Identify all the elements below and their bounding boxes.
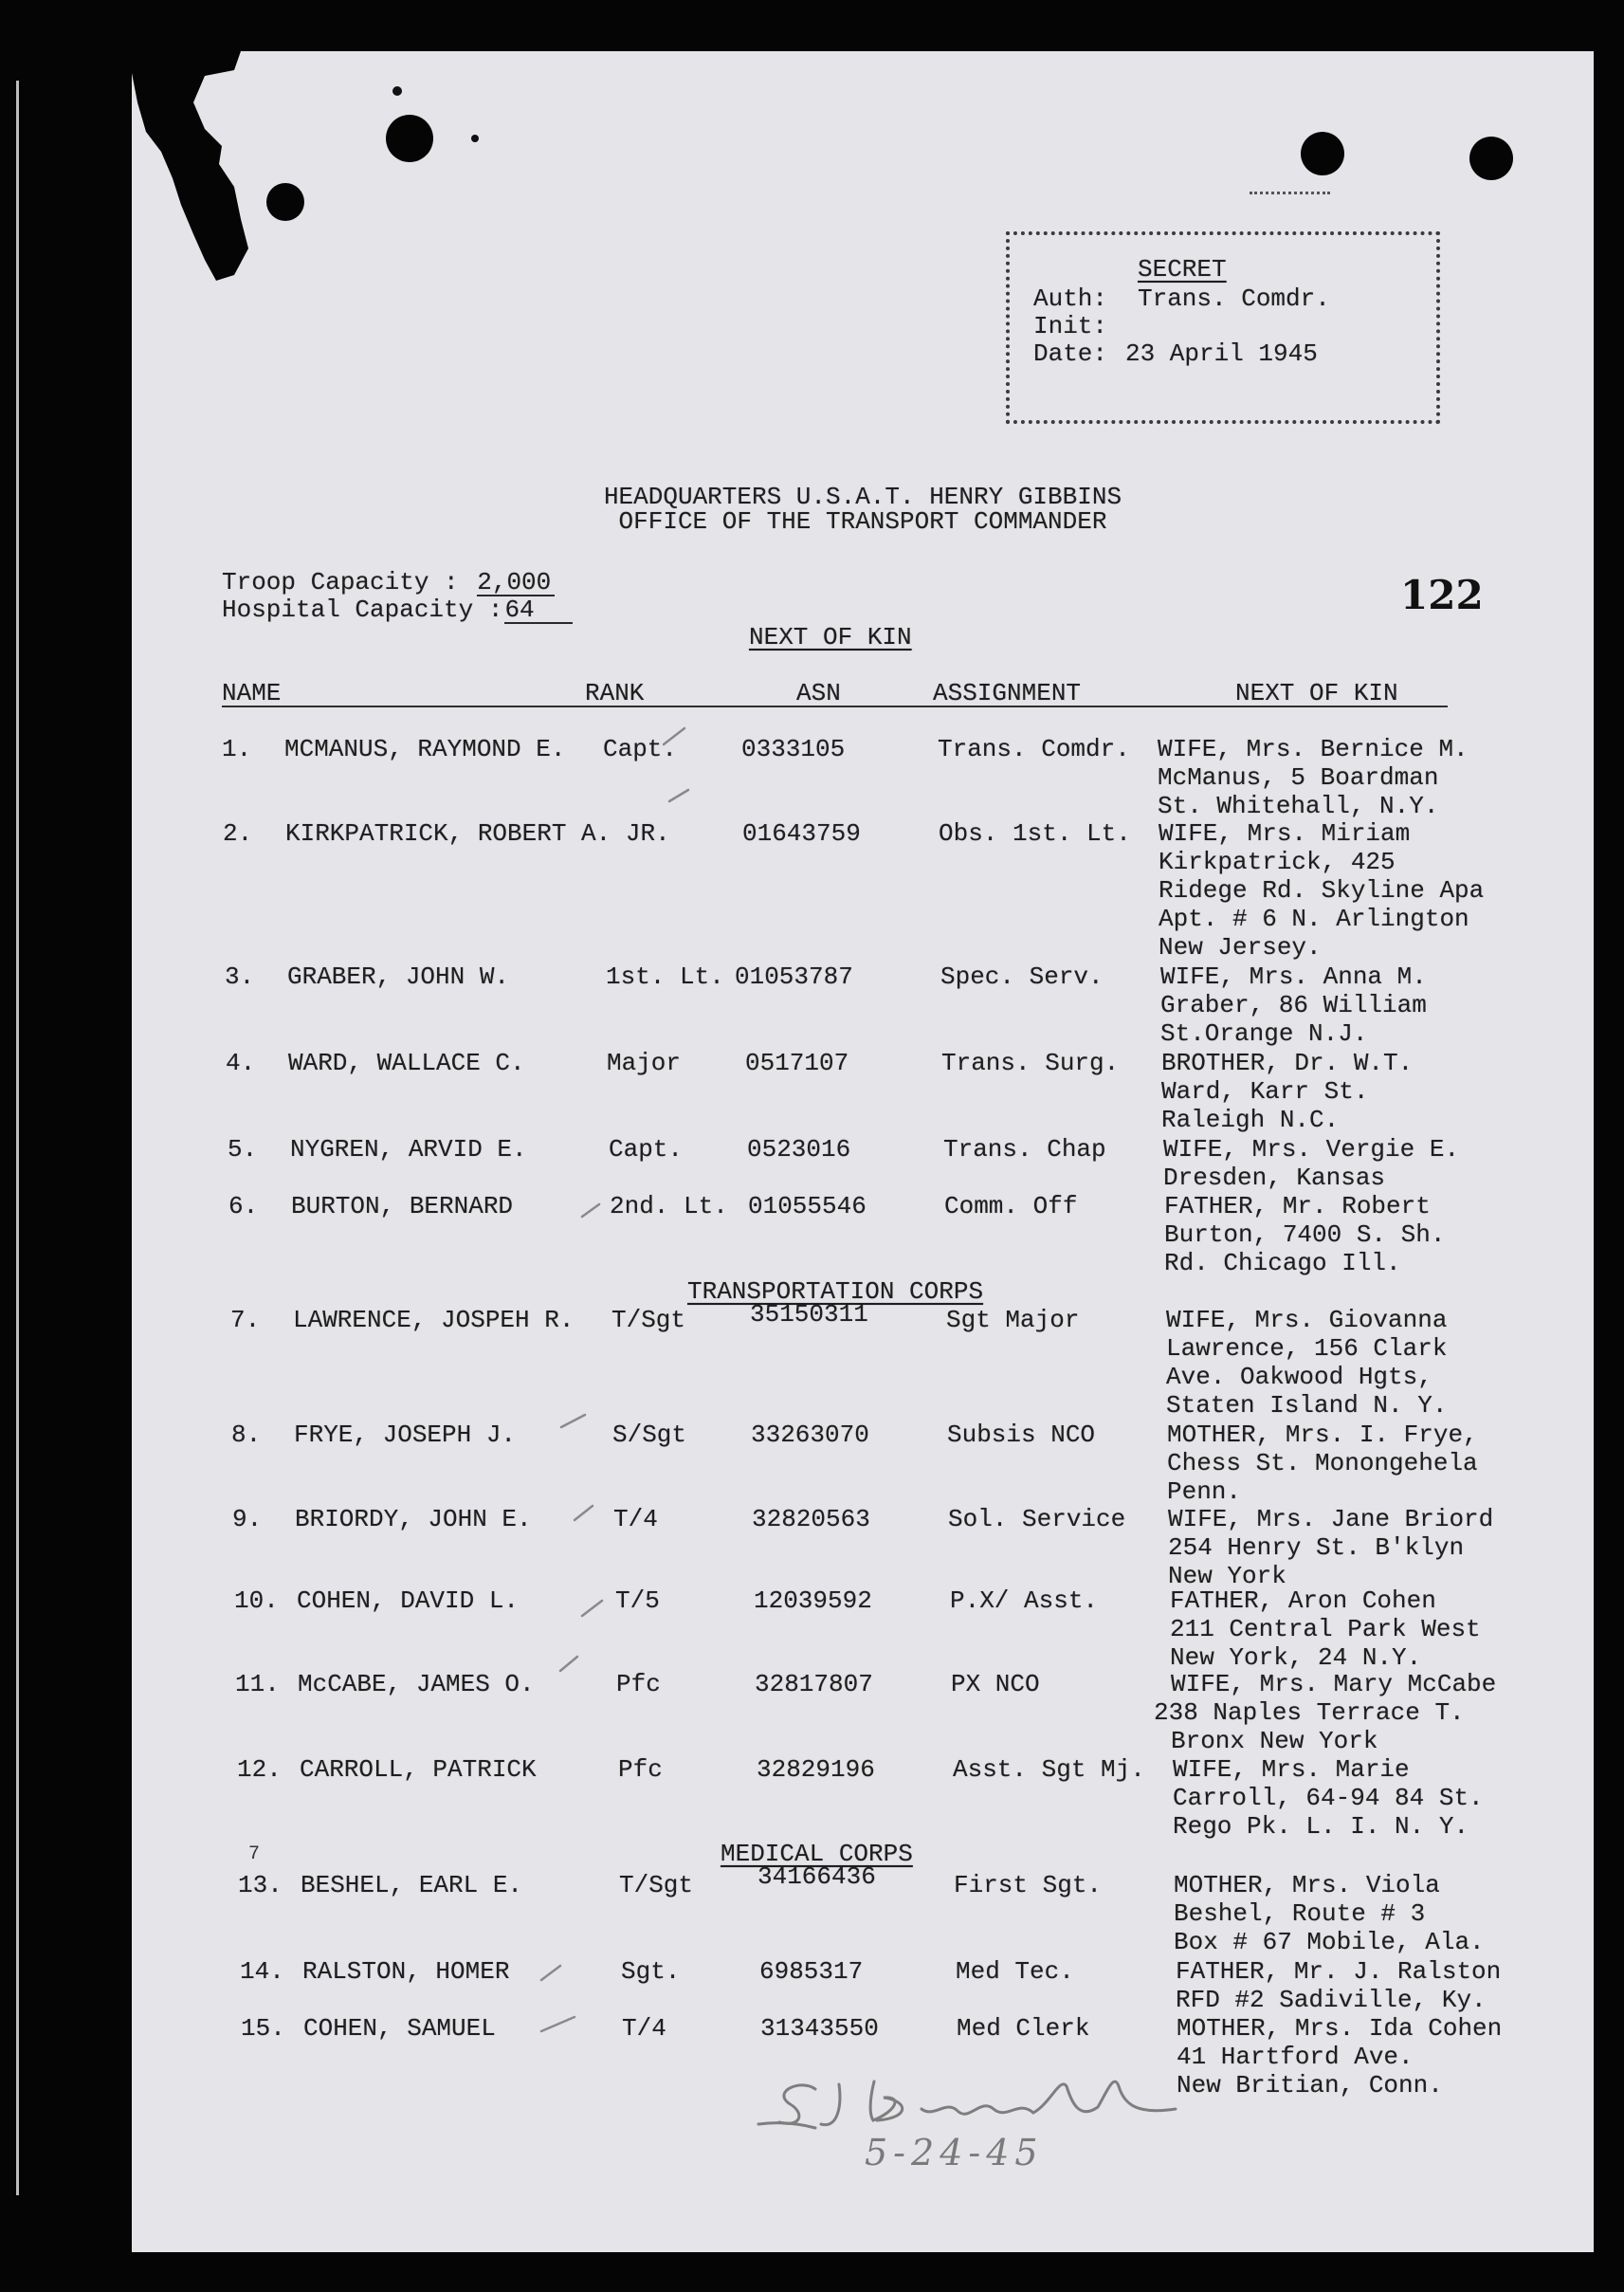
rank: Pfc (616, 1670, 661, 1698)
next-of-kin-line: WIFE, Mrs. Vergie E. (1163, 1135, 1460, 1164)
next-of-kin-line: New York, 24 N.Y. (1170, 1643, 1422, 1672)
next-of-kin-line: FATHER, Mr. Robert (1164, 1192, 1431, 1220)
section-heading-medical: MEDICAL CORPS (721, 1840, 913, 1868)
next-of-kin (1176, 1957, 1501, 2014)
soldier-name: COHEN, DAVID L. (297, 1586, 520, 1615)
column-header-asn: ASN (796, 679, 841, 707)
asn: 32829196 (757, 1755, 875, 1784)
rank: Sgt. (621, 1957, 681, 1986)
next-of-kin-line: Kirkpatrick, 425 (1159, 848, 1396, 876)
next-of-kin-line: Staten Island N. Y. (1166, 1391, 1448, 1420)
next-of-kin-line: MOTHER, Mrs. Viola (1174, 1871, 1440, 1899)
rank: T/Sgt (619, 1871, 694, 1899)
next-of-kin-line: Beshel, Route # 3 (1174, 1899, 1426, 1928)
next-of-kin-line: Ridege Rd. Skyline Apa (1159, 876, 1485, 905)
troop-capacity-value: 2,000 (477, 570, 555, 596)
asn: 34166436 (757, 1862, 876, 1891)
hospital-capacity-value: 64 (504, 597, 573, 624)
row-number: 13. (238, 1871, 283, 1899)
row-number: 8. (231, 1421, 262, 1449)
column-header-assignment: ASSIGNMENT (933, 679, 1082, 707)
next-of-kin-line: Dresden, Kansas (1163, 1164, 1386, 1192)
soldier-name: NYGREN, ARVID E. (290, 1135, 527, 1164)
rank: Capt. (603, 735, 678, 763)
assignment: PX NCO (951, 1670, 1040, 1698)
assignment: Sol. Service (948, 1505, 1126, 1533)
soldier-name: McCABE, JAMES O. (298, 1670, 535, 1698)
assignment: Sgt Major (946, 1306, 1080, 1334)
row-number: 10. (234, 1586, 279, 1615)
next-of-kin (1166, 1306, 1447, 1420)
soldier-name: GRABER, JOHN W. (287, 963, 510, 991)
rank: T/4 (613, 1505, 658, 1533)
header-underline (222, 706, 1448, 707)
asn: 12039592 (754, 1586, 872, 1615)
next-of-kin-line: Graber, 86 William (1160, 991, 1427, 1019)
next-of-kin-line: New Britian, Conn. (1177, 2071, 1443, 2099)
soldier-name: BURTON, BERNARD (291, 1192, 514, 1220)
stamp-auth-label: Auth: (1033, 284, 1108, 313)
asn: 31343550 (760, 2014, 879, 2043)
next-of-kin-line: RFD #2 Sadiville, Ky. (1176, 1986, 1487, 2014)
page-title: NEXT OF KIN (749, 623, 912, 651)
column-header-rank: RANK (585, 679, 645, 707)
soldier-name: FRYE, JOSEPH J. (294, 1421, 517, 1449)
next-of-kin (1159, 819, 1484, 962)
next-of-kin-line: St.Orange N.J. (1160, 1019, 1368, 1048)
next-of-kin-line: WIFE, Mrs. Mary McCabe (1171, 1670, 1497, 1698)
rank: S/Sgt (612, 1421, 687, 1449)
row-number: 15. (241, 2014, 285, 2043)
next-of-kin-line: FATHER, Mr. J. Ralston (1176, 1957, 1502, 1986)
assignment: First Sgt. (954, 1871, 1103, 1899)
next-of-kin (1163, 1135, 1459, 1192)
next-of-kin-line: WIFE, Mrs. Anna M. (1160, 963, 1427, 991)
next-of-kin-line: BROTHER, Dr. W.T. (1161, 1049, 1414, 1077)
hospital-capacity (222, 596, 573, 624)
assignment: P.X/ Asst. (950, 1586, 1099, 1615)
next-of-kin-line: Raleigh N.C. (1161, 1106, 1340, 1134)
rank: Capt. (609, 1135, 684, 1164)
section-heading-transportation: TRANSPORTATION CORPS (687, 1277, 984, 1306)
scanner-edge-line (16, 81, 19, 2195)
next-of-kin-line: Lawrence, 156 Clark (1166, 1334, 1448, 1363)
troop-capacity (222, 568, 555, 596)
next-of-kin-line: 41 Hartford Ave. (1177, 2043, 1414, 2071)
assignment: Med Tec. (956, 1957, 1074, 1986)
soldier-name: LAWRENCE, JOSPEH R. (293, 1306, 575, 1334)
next-of-kin-line: Apt. # 6 N. Arlington (1159, 905, 1469, 933)
rank: Major (607, 1049, 682, 1077)
asn: 01643759 (742, 819, 861, 848)
soldier-name: BESHEL, EARL E. (301, 1871, 523, 1899)
next-of-kin (1161, 1049, 1413, 1134)
row-number: 5. (228, 1135, 258, 1164)
row-number: 9. (232, 1505, 263, 1533)
next-of-kin-line: 238 Naples Terrace T. (1154, 1698, 1465, 1727)
rank: 2nd. Lt. (610, 1192, 728, 1220)
next-of-kin (1174, 1871, 1485, 1956)
next-of-kin (1164, 1192, 1445, 1277)
next-of-kin-line: 211 Central Park West (1170, 1615, 1481, 1643)
assignment: Comm. Off (944, 1192, 1078, 1220)
document-header (569, 485, 1157, 534)
next-of-kin-line: WIFE, Mrs. Miriam (1159, 819, 1411, 848)
column-header-name: NAME (222, 679, 282, 707)
row-number: 2. (223, 819, 253, 848)
soldier-name: BRIORDY, JOHN E. (295, 1505, 532, 1533)
next-of-kin-line: Box # 67 Mobile, Ala. (1174, 1928, 1485, 1956)
next-of-kin (1168, 1505, 1493, 1590)
next-of-kin (1177, 2014, 1502, 2099)
stamp-date-label: Date: (1033, 339, 1108, 368)
next-of-kin-line: Ward, Karr St. (1161, 1077, 1369, 1106)
troop-capacity-label: Troop Capacity : (222, 568, 459, 596)
row-number: 1. (222, 735, 252, 763)
next-of-kin-line: FATHER, Aron Cohen (1170, 1586, 1436, 1615)
asn: 01053787 (735, 963, 853, 991)
assignment: Trans. Surg. (941, 1049, 1120, 1077)
handwritten-date: 5-24-45 (865, 2132, 1044, 2173)
stamp-init-label: Init: (1033, 312, 1108, 340)
rank: T/4 (622, 2014, 666, 2043)
page-number: 122 (1400, 572, 1484, 618)
next-of-kin-line: WIFE, Mrs. Jane Briord (1168, 1505, 1494, 1533)
asn: 32820563 (752, 1505, 870, 1533)
next-of-kin-line: WIFE, Mrs. Giovanna (1166, 1306, 1448, 1334)
next-of-kin-line: WIFE, Mrs. Bernice M. (1158, 735, 1469, 763)
next-of-kin-line: Chess St. Monongehela (1167, 1449, 1478, 1477)
soldier-name: COHEN, SAMUEL (303, 2014, 496, 2043)
rank: T/Sgt (611, 1306, 686, 1334)
next-of-kin-line: MOTHER, Mrs. I. Frye, (1167, 1421, 1478, 1449)
stamp-classification: SECRET (1138, 255, 1227, 284)
column-header-next-of-kin: NEXT OF KIN (1235, 679, 1398, 707)
header-line-2: OFFICE OF THE TRANSPORT COMMANDER (618, 507, 1107, 536)
next-of-kin-line: Penn. (1167, 1477, 1242, 1506)
next-of-kin (1167, 1421, 1478, 1506)
asn: 32817807 (755, 1670, 873, 1698)
next-of-kin-line: Rego Pk. L. I. N. Y. (1173, 1812, 1469, 1841)
assignment: Subsis NCO (947, 1421, 1096, 1449)
asn: 01055546 (748, 1192, 867, 1220)
assignment: Obs. 1st. Lt. (939, 819, 1131, 848)
assignment: Trans. Chap (943, 1135, 1106, 1164)
soldier-name: CARROLL, PATRICK (300, 1755, 537, 1784)
next-of-kin-line: Burton, 7400 S. Sh. (1164, 1220, 1446, 1249)
asn: 35150311 (750, 1300, 868, 1329)
row-number: 4. (226, 1049, 256, 1077)
next-of-kin-line: New York (1168, 1562, 1286, 1590)
next-of-kin-line: McManus, 5 Boardman (1158, 763, 1439, 792)
row-number: 6. (228, 1192, 259, 1220)
assignment: Trans. Comdr. (938, 735, 1130, 763)
soldier-name: RALSTON, HOMER (302, 1957, 510, 1986)
row-number: 7. (230, 1306, 261, 1334)
row-number: 3. (225, 963, 255, 991)
stamp-auth-value: Trans. Comdr. (1138, 284, 1330, 313)
hospital-capacity-label: Hospital Capacity : (222, 596, 503, 624)
next-of-kin (1158, 735, 1469, 820)
margin-mark: 7 (248, 1843, 261, 1865)
soldier-name: KIRKPATRICK, ROBERT A. JR. (285, 819, 670, 848)
next-of-kin-line: New Jersey. (1159, 933, 1322, 962)
next-of-kin-line: Carroll, 64-94 84 St. (1173, 1784, 1484, 1812)
next-of-kin (1160, 963, 1427, 1048)
row-number: 14. (240, 1957, 284, 1986)
next-of-kin-line: Bronx New York (1171, 1727, 1378, 1755)
next-of-kin-line: MOTHER, Mrs. Ida Cohen (1177, 2014, 1503, 2043)
assignment: Asst. Sgt Mj. (953, 1755, 1145, 1784)
next-of-kin (1154, 1670, 1497, 1755)
asn: 0333105 (741, 735, 846, 763)
asn: 0523016 (747, 1135, 851, 1164)
assignment: Spec. Serv. (940, 963, 1104, 991)
next-of-kin-line: WIFE, Mrs. Marie (1173, 1755, 1410, 1784)
next-of-kin-line: Ave. Oakwood Hgts, (1166, 1363, 1432, 1391)
next-of-kin (1173, 1755, 1484, 1841)
soldier-name: MCMANUS, RAYMOND E. (284, 735, 566, 763)
row-number: 11. (235, 1670, 280, 1698)
next-of-kin-line: St. Whitehall, N.Y. (1158, 792, 1439, 820)
asn: 6985317 (759, 1957, 864, 1986)
soldier-name: WARD, WALLACE C. (288, 1049, 525, 1077)
asn: 0517107 (745, 1049, 849, 1077)
next-of-kin (1170, 1586, 1481, 1672)
row-number: 12. (237, 1755, 282, 1784)
dotted-mark (1250, 192, 1330, 194)
header-line-1: HEADQUARTERS U.S.A.T. HENRY GIBBINS (603, 483, 1122, 511)
rank: 1st. Lt. (606, 963, 724, 991)
next-of-kin-line: 254 Henry St. B'klyn (1168, 1533, 1465, 1562)
next-of-kin-line: Rd. Chicago Ill. (1164, 1249, 1401, 1277)
stamp-date-value: 23 April 1945 (1125, 339, 1318, 368)
assignment: Med Clerk (957, 2014, 1090, 2043)
asn: 33263070 (751, 1421, 869, 1449)
rank: T/5 (615, 1586, 660, 1615)
rank: Pfc (618, 1755, 663, 1784)
